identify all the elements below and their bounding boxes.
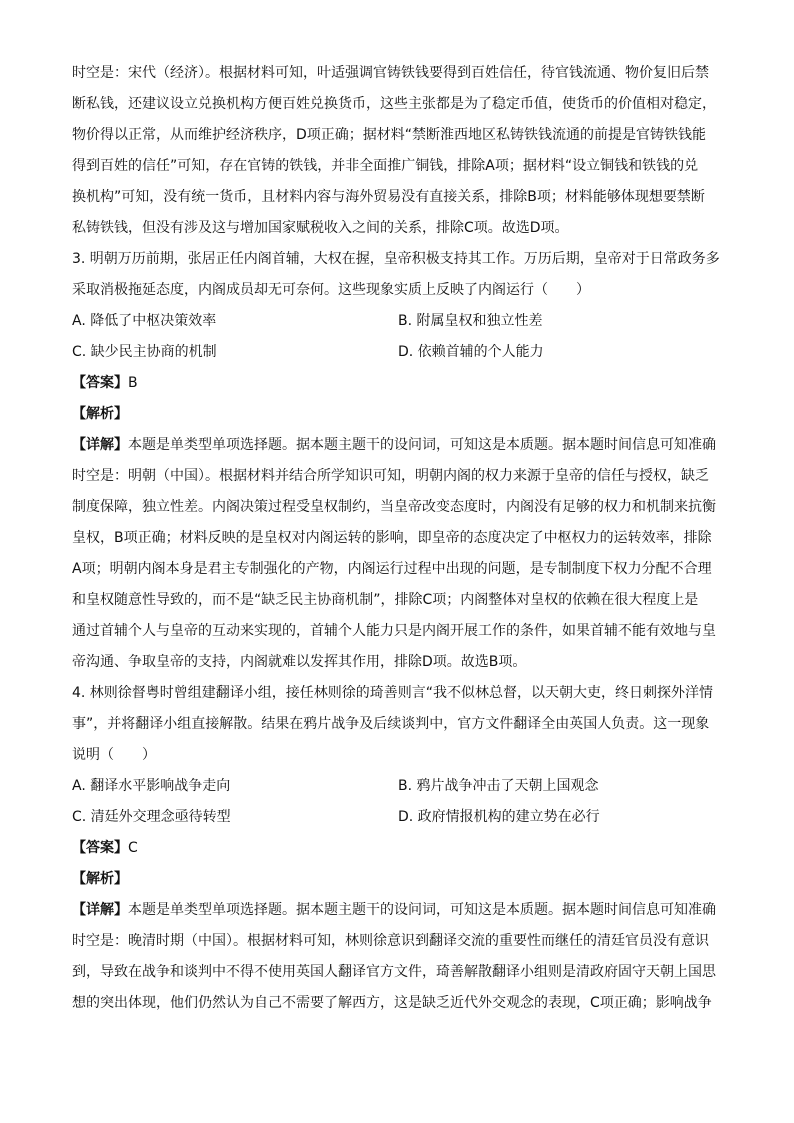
option-a: A. 降低了中枢决策效率 — [72, 313, 217, 329]
answer-tag: 【答案】 — [72, 840, 128, 856]
question-stem-line: 说明（ ） — [72, 747, 156, 763]
question-4 — [72, 678, 724, 1019]
question-stem-line: 3. 明朝万历前期，张居正任内阁首辅，大权在握，皇帝积极支持其工作。万历后期，皇帝对于日常政务多 — [72, 251, 720, 267]
text-line: 时空是：宋代（经济）。根据材料可知，叶适强调官铸铁钱要得到百姓信任，待官钱流通、物价复旧后禁 — [72, 65, 709, 81]
detail-tag: 【详解】 — [72, 437, 128, 453]
detail-line: 时空是：明朝（中国）。根据材料并结合所学知识可知，明朝内阁的权力来源于皇帝的信任与授权，缺乏 — [72, 468, 709, 484]
option-c: C. 缺少民主协商的机制 — [72, 344, 217, 360]
question-3 — [72, 244, 724, 678]
text-line: 得到百姓的信任”可知，存在官铸的铁钱，并非全面推广铜钱，排除A项；据材料“设立铜钱和铁钱的兑 — [72, 158, 699, 174]
detail-line: 帝沟通、争取皇帝的支持，内阁就难以发挥其作用，排除D项。故选B项。 — [72, 654, 527, 670]
option-a: A. 翻译水平影响战争走向 — [72, 778, 231, 794]
detail-line — [72, 895, 724, 926]
question-stem-line: 采取消极拖延态度，内阁成员却无可奈何。这些现象实质上反映了内阁运行（ ） — [72, 282, 590, 298]
answer-line — [72, 368, 724, 399]
answer-value: C — [128, 840, 138, 856]
detail-line: 和皇权随意性导致的，而不是“缺乏民主协商机制”，排除C项；内阁整体对皇权的依赖在很大程度上是 — [72, 592, 699, 608]
options-row — [72, 771, 724, 802]
option-b: B. 鸦片战争冲击了天朝上国观念 — [398, 778, 599, 794]
option-c: C. 清廷外交理念亟待转型 — [72, 809, 231, 825]
analysis-line — [72, 864, 724, 895]
options-row — [72, 337, 724, 368]
detail-line: 到，导致在战争和谈判中不得不使用英国人翻译官方文件，琦善解散翻译小组则是清政府固守天朝上国思 — [72, 964, 716, 980]
text-line: 换机构”可知，没有统一货币，且材料内容与海外贸易没有直接关系，排除B项；材料能够体现想要禁断 — [72, 189, 705, 205]
question-stem-line: 事”，并将翻译小组直接解散。结果在鸦片战争及后续谈判中，官方文件翻译全由英国人负责。这一现象 — [72, 716, 710, 732]
option-d: D. 政府情报机构的建立势在必行 — [398, 809, 600, 825]
answer-tag: 【答案】 — [72, 375, 128, 391]
answer-line — [72, 833, 724, 864]
text-line: 私铸铁钱，但没有涉及这与增加国家赋税收入之间的关系，排除C项。故选D项。 — [72, 220, 569, 236]
detail-text: 本题是单类型单项选择题。据本题主题干的设问词，可知这是本质题。据本题时间信息可知准确 — [128, 902, 716, 918]
analysis-tag: 【解析】 — [72, 871, 128, 887]
detail-line: 皇权，B项正确；材料反映的是皇权对内阁运转的影响，即皇帝的态度决定了中枢权力的运转效率，排除 — [72, 530, 712, 546]
answer-value: B — [128, 375, 138, 391]
analysis-line — [72, 399, 724, 430]
text-line: 物价得以正常，从而维护经济秩序，D项正确；据材料“禁断淮西地区私铸铁钱流通的前提是官铸铁钱能 — [72, 127, 707, 143]
detail-line: 时空是：晚清时期（中国）。根据材料可知，林则徐意识到翻译交流的重要性而继任的清廷官员没有意识 — [72, 933, 709, 949]
detail-line: A项；明朝内阁本身是君主专制强化的产物，内阁运行过程中出现的问题，是专制制度下权力分配不合理 — [72, 561, 712, 577]
detail-line: 通过首辅个人与皇帝的互动来实现的，首辅个人能力只是内阁开展工作的条件，如果首辅不能有效地与皇 — [72, 623, 716, 639]
options-row — [72, 306, 724, 337]
detail-text: 本题是单类型单项选择题。据本题主题干的设问词，可知这是本质题。据本题时间信息可知准确 — [128, 437, 716, 453]
paragraph-block1 — [72, 58, 724, 244]
text-line: 断私钱，还建议设立兑换机构方便百姓兑换货币，这些主张都是为了稳定币值，使货币的价值相对稳定， — [72, 96, 716, 112]
detail-line: 制度保障，独立性差。内阁决策过程受皇权制约，当皇帝改变态度时，内阁没有足够的权力和机制来抗衡 — [72, 499, 716, 515]
detail-line: 想的突出体现，他们仍然认为自己不需要了解西方，这是缺乏近代外交观念的表现，C项正确；影响战争 — [72, 995, 712, 1011]
detail-tag: 【详解】 — [72, 902, 128, 918]
options-row — [72, 802, 724, 833]
question-stem-line: 4. 林则徐督粤时曾组建翻译小组，接任林则徐的琦善则言“我不似林总督，以天朝大吏，终日刺探外洋情 — [72, 685, 714, 701]
option-b: B. 附属皇权和独立性差 — [398, 313, 543, 329]
detail-line — [72, 430, 724, 461]
option-d: D. 依赖首辅的个人能力 — [398, 344, 544, 360]
document-page — [72, 58, 724, 1019]
analysis-tag: 【解析】 — [72, 406, 128, 422]
